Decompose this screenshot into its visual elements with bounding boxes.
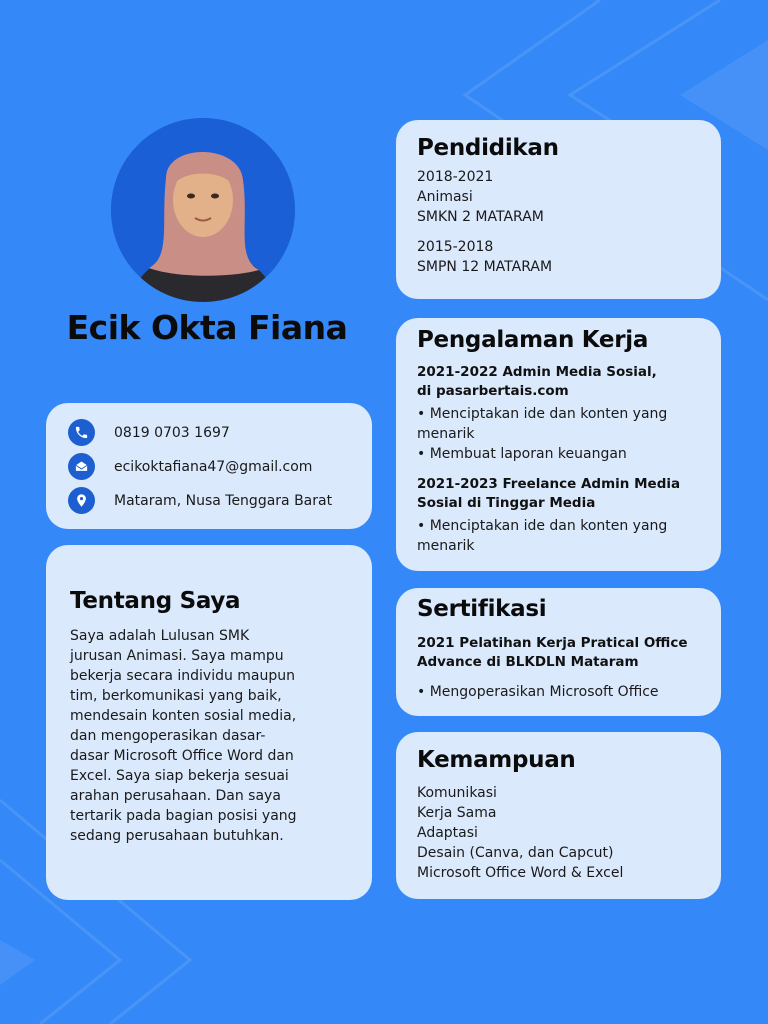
skill-item: Desain (Canva, dan Capcut) [417,845,614,861]
education-major: Animasi [417,189,473,205]
job-bullet: • Membuat laporan keuangan [417,446,627,462]
education-years: 2018-2021 [417,169,494,185]
education-heading: Pendidikan [417,135,559,161]
location-icon [68,487,95,514]
certification-title: 2021 Pelatihan Kerja Pratical Office [417,635,688,651]
certification-card [396,588,721,716]
email-address: ecikoktafiana47@gmail.com [114,458,313,475]
job-bullet: • Menciptakan ide dan konten yang [417,518,668,534]
about-card [46,545,372,900]
contact-phone [68,419,230,446]
education-years: 2015-2018 [417,239,494,255]
about-line: tim, berkomunikasi yang baik, [70,688,282,704]
job-bullet: menarik [417,426,475,442]
job-bullet: menarik [417,538,475,554]
education-entry [417,167,544,227]
about-line: bekerja secara individu maupun [70,668,296,684]
skill-item: Adaptasi [417,825,478,841]
profile-photo [111,118,295,302]
phone-number: 0819 0703 1697 [114,424,230,441]
certification-title: Advance di BLKDLN Mataram [417,654,639,670]
job-entry [417,475,680,556]
about-line: tertarik pada bagian posisi yang [70,808,297,824]
job-bullet: • Menciptakan ide dan konten yang [417,406,668,422]
person-name: Ecik Okta Fiana [66,308,348,347]
about-line: Excel. Saya siap bekerja sesuai [70,768,289,784]
job-entry [417,363,667,464]
about-line: sedang perusahaan butuhkan. [70,828,284,844]
experience-heading: Pengalaman Kerja [417,327,649,353]
experience-card [396,318,721,571]
about-line: dasar Microsoft Office Word dan [70,748,294,764]
contact-location [68,487,332,514]
education-card [396,120,721,299]
skills-list [417,783,623,883]
certification-entry [417,634,688,702]
contact-email [68,453,312,480]
education-entry [417,237,552,277]
skill-item: Kerja Sama [417,805,497,821]
job-title: 2021-2023 Freelance Admin Media [417,476,681,492]
email-icon [68,453,95,480]
about-text [70,626,297,846]
job-title: di pasarbertais.com [417,383,569,399]
skill-item: Komunikasi [417,785,497,801]
about-line: mendesain konten sosial media, [70,708,297,724]
avatar [111,118,295,302]
about-heading: Tentang Saya [70,588,241,614]
about-line: Saya adalah Lulusan SMK [70,628,250,644]
education-school: SMPN 12 MATARAM [417,259,553,275]
certification-heading: Sertifikasi [417,596,547,622]
phone-icon [68,419,95,446]
about-line: dan mengoperasikan dasar- [70,728,266,744]
location-text: Mataram, Nusa Tenggara Barat [114,492,333,509]
about-line: jurusan Animasi. Saya mampu [70,648,284,664]
skill-item: Microsoft Office Word & Excel [417,865,624,881]
education-school: SMKN 2 MATARAM [417,209,544,225]
skills-heading: Kemampuan [417,747,576,773]
about-line: arahan perusahaan. Dan saya [70,788,281,804]
skills-card [396,732,721,899]
job-title: Sosial di Tinggar Media [417,495,596,511]
job-title: 2021-2022 Admin Media Sosial, [417,364,657,380]
certification-bullet: • Mengoperasikan Microsoft Office [417,684,659,700]
